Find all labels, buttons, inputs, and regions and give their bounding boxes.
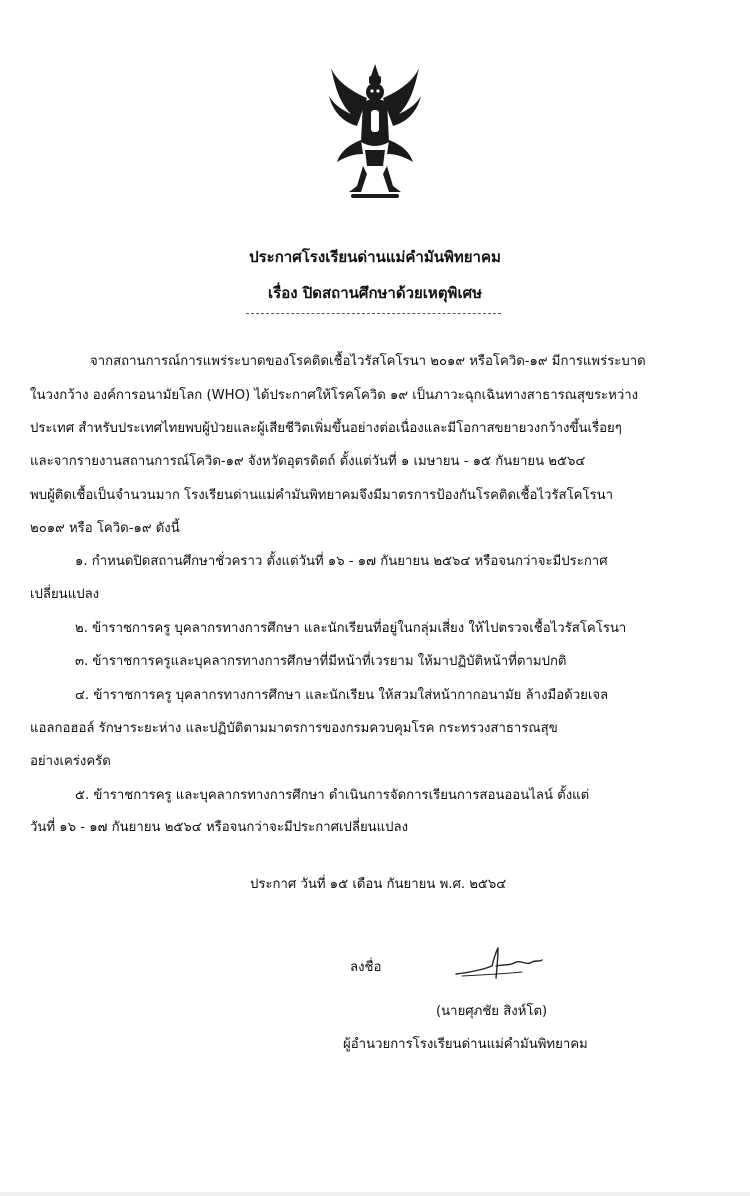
announcement-subject: เรื่อง ปิดสถานศึกษาด้วยเหตุพิเศษ (268, 284, 482, 302)
signer-position: ผู้อำนวยการโรงเรียนด่านแม่คำมันพิทยาคม (343, 1037, 588, 1052)
list-item-3: ๓. ข้าราชการครูและบุคลากรทางการศึกษาที่มีหน้าที่เวรยาม ให้มาปฏิบัติหน้าที่ตามปกติ (75, 654, 567, 669)
body-line: และจากรายงานสถานการณ์โควิด-๑๙ จังหวัดอุตรดิตถ์ ตั้งแต่วันที่ ๑ เมษายน - ๑๕ กันยายน ๒๕๖๔ (30, 454, 586, 469)
body-line: เปลี่ยนแปลง (30, 587, 100, 602)
bottom-edge (0, 1192, 750, 1196)
list-item-1: ๑. กำหนดปิดสถานศึกษาชั่วคราว ตั้งแต่วันที่ ๑๖ - ๑๗ กันยายน ๒๕๖๔ หรือจนกว่าจะมีประกาศ (75, 554, 608, 569)
announcement-date: ประกาศ วันที่ ๑๕ เดือน กันยายน พ.ศ. ๒๕๖๔ (250, 877, 507, 892)
dashed-divider (246, 313, 501, 314)
list-item-2: ๒. ข้าราชการครู บุคลากรทางการศึกษา และนักเรียนที่อยู่ในกลุ่มเสี่ยง ให้ไปตรวจเชื้อไวรัสโคโรนา (75, 621, 627, 636)
body-line: อย่างเคร่งครัด (30, 754, 111, 769)
signature-icon (452, 944, 544, 984)
announcement-title: ประกาศโรงเรียนด่านแม่คำมันพิทยาคม (249, 248, 501, 266)
garuda-emblem-icon (325, 62, 425, 202)
body-line: จากสถานการณ์การแพร่ระบาดของโรคติดเชื้อไวรัสโคโรนา ๒๐๑๙ หรือโควิด-๑๙ มีการแพร่ระบาด (90, 354, 646, 369)
signer-name: (นายศุภชัย สิงห์โต) (436, 1004, 548, 1019)
body-line: วันที่ ๑๖ - ๑๗ กันยายน ๒๕๖๔ หรือจนกว่าจะมีประกาศเปลี่ยนแปลง (30, 820, 409, 835)
body-line: ๒๐๑๙ หรือ โควิด-๑๙ ดังนี้ (30, 521, 180, 536)
body-line: แอลกอฮอล์ รักษาระยะห่าง และปฏิบัติตามมาตรการของกรมควบคุมโรค กระทรวงสาธารณสุข (30, 721, 558, 736)
list-item-4: ๔. ข้าราชการครู บุคลากรทางการศึกษา และนักเรียน ให้สวมใส่หน้ากากอนามัย ล้างมือด้วยเจล (75, 688, 609, 703)
body-line: พบผู้ติดเชื้อเป็นจำนวนมาก โรงเรียนด่านแม่คำมันพิทยาคมจึงมีมาตรการป้องกันโรคติดเชื้อไวรัสโคโรนา (30, 488, 614, 503)
body-line: ประเทศ สำหรับประเทศไทยพบผู้ป่วยและผู้เสียชีวิตเพิ่มขึ้นอย่างต่อเนื่องและมีโอกาสขยายวงกว้างขึ้นเรื่อยๆ (30, 421, 622, 436)
sign-label: ลงชื่อ (350, 960, 382, 975)
list-item-5: ๕. ข้าราชการครู และบุคลากรทางการศึกษา ดำเนินการจัดการเรียนการสอนออนไลน์ ตั้งแต่ (75, 788, 590, 803)
body-line: ในวงกว้าง องค์การอนามัยโลก (WHO) ได้ประกาศให้โรคโควิด ๑๙ เป็นภาวะฉุกเฉินทางสาธารณสุขระหว่าง (30, 388, 639, 403)
